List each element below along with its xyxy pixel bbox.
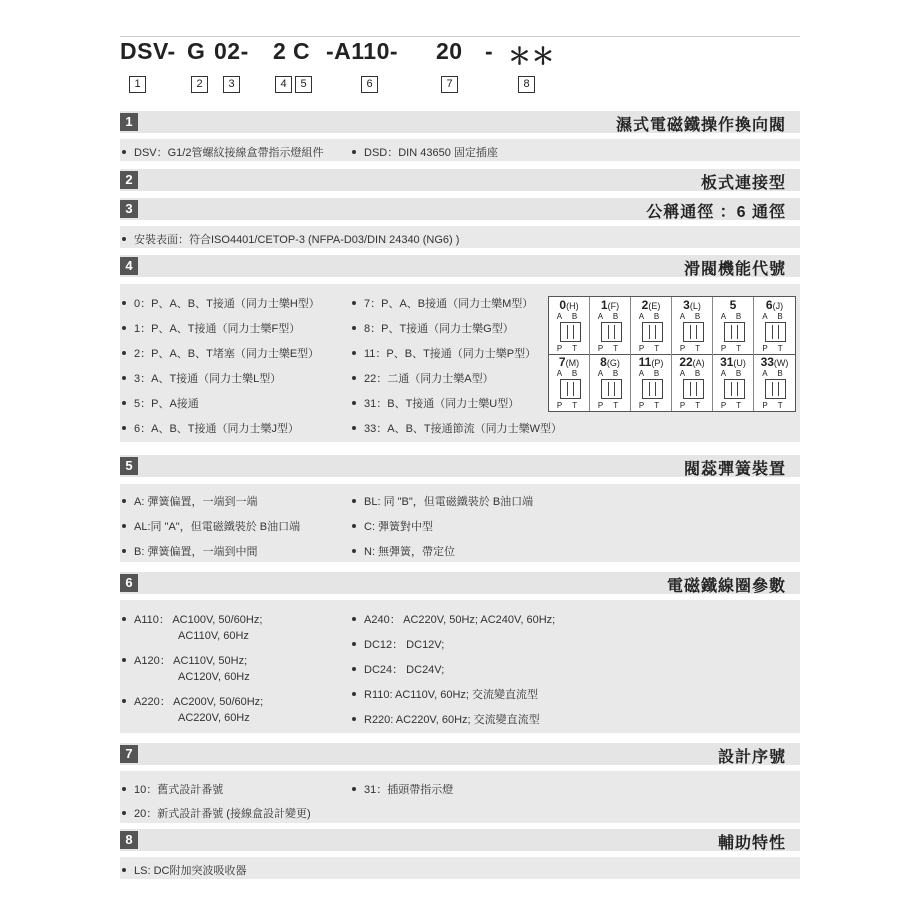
list-item: 8：P、T接通（同力士樂G型） bbox=[352, 320, 514, 336]
section-title: 濕式電磁鐵操作換向閥 bbox=[615, 117, 786, 134]
list-item: DSD：DIN 43650 固定插座 bbox=[352, 144, 498, 160]
list-item: A240： AC220V, 50Hz; AC240V, 60Hz; bbox=[352, 611, 555, 627]
section-title: 設計序號 bbox=[717, 749, 786, 766]
section-title: 滑閥機能代號 bbox=[683, 261, 786, 278]
valve-symbol-icon bbox=[601, 322, 622, 342]
section-number: 4 bbox=[120, 257, 138, 275]
code-20: 20 bbox=[436, 38, 463, 64]
list-item: A110： AC100V, 50/60Hz; AC110V, 60Hz bbox=[122, 611, 262, 642]
section-number: 3 bbox=[120, 200, 138, 218]
list-item: AL:同 "A"，但電磁鐵裝於 B油口端 bbox=[122, 518, 300, 534]
code-box-6: 6 bbox=[361, 76, 378, 93]
list-item: 安裝表面：符合ISO4401/CETOP-3 (NFPA-D03/DIN 24340 (NG6) ) bbox=[122, 231, 459, 247]
code-box-5: 5 bbox=[295, 76, 312, 93]
list-item: DC24： DC24V; bbox=[352, 661, 444, 677]
valve-symbol-icon bbox=[683, 379, 704, 399]
section-6-header bbox=[120, 572, 800, 594]
list-item: LS: DC附加突波吸收器 bbox=[122, 862, 246, 878]
list-item: BL: 同 "B"，但電磁鐵裝於 B油口端 bbox=[352, 493, 533, 509]
list-item: 20：新式設計番號 (接線盒設計變更) bbox=[122, 805, 311, 821]
section-3-header bbox=[120, 198, 800, 220]
list-item: R110: AC110V, 60Hz; 交流變直流型 bbox=[352, 686, 538, 702]
code-a110: -A110- bbox=[326, 38, 399, 64]
list-item: 3：A、T接通（同力士樂L型） bbox=[122, 370, 281, 386]
list-item: 11：P、B、T接通（同力士樂P型） bbox=[352, 345, 536, 361]
list-item: A: 彈簧偏置，一端到一端 bbox=[122, 493, 257, 509]
valve-symbol-icon bbox=[560, 322, 581, 342]
spool-symbol-cell: 22(A) A B P T bbox=[672, 354, 713, 411]
list-item: 2：P、A、B、T堵塞（同力士樂E型） bbox=[122, 345, 319, 361]
spool-symbol-cell: 33(W) A B P T bbox=[760, 355, 789, 410]
list-item: 31：插頭帶指示燈 bbox=[352, 781, 453, 797]
code-2: 2 bbox=[273, 38, 287, 64]
valve-symbol-icon bbox=[683, 322, 704, 342]
code-box-8: 8 bbox=[518, 76, 535, 93]
valve-symbol-icon bbox=[724, 379, 745, 399]
spool-symbol-cell: 2(E) A B P T bbox=[631, 297, 672, 354]
section-7-body bbox=[120, 771, 800, 823]
section-6-body bbox=[120, 600, 800, 733]
section-title: 輔助特性 bbox=[717, 835, 786, 852]
section-number: 5 bbox=[120, 457, 138, 475]
section-title: 公稱通徑 ：6 通徑 bbox=[646, 204, 786, 221]
section-5-header bbox=[120, 455, 800, 477]
spool-symbol-cell: 8(G) A B P T bbox=[590, 354, 631, 411]
section-2-header bbox=[120, 169, 800, 191]
section-title: 閥蕊彈簧裝置 bbox=[683, 461, 786, 478]
code-02: 02- bbox=[214, 38, 249, 64]
valve-symbol-icon bbox=[642, 379, 663, 399]
section-1-body bbox=[120, 139, 800, 161]
code-box-3: 3 bbox=[223, 76, 240, 93]
section-1-header bbox=[120, 111, 800, 133]
list-item: 10：舊式設計番號 bbox=[122, 781, 223, 797]
code-stars: ＊＊ bbox=[508, 43, 555, 69]
section-number: 7 bbox=[120, 745, 138, 763]
code-g: G bbox=[187, 38, 206, 64]
list-item: C: 彈簧對中型 bbox=[352, 518, 433, 534]
section-title: 板式連接型 bbox=[700, 175, 786, 192]
code-dsv: DSV- bbox=[120, 38, 176, 64]
code-c: C bbox=[293, 38, 311, 64]
valve-symbol-icon bbox=[642, 322, 663, 342]
spool-symbol-cell: 0(H) A B P T bbox=[549, 297, 590, 354]
spool-symbol-cell: 7(M) A B P T bbox=[549, 354, 590, 411]
list-item: 7：P、A、B接通（同力士樂M型） bbox=[352, 295, 533, 311]
list-item: 31：B、T接通（同力士樂U型） bbox=[352, 395, 519, 411]
list-item: B: 彈簧偏置，一端到中間 bbox=[122, 543, 257, 559]
spool-symbol-grid bbox=[548, 296, 796, 412]
valve-symbol-icon bbox=[724, 322, 745, 342]
valve-symbol-icon bbox=[601, 379, 622, 399]
section-4-header bbox=[120, 255, 800, 277]
code-box-2: 2 bbox=[191, 76, 208, 93]
code-box-4: 4 bbox=[275, 76, 292, 93]
code-box-7: 7 bbox=[441, 76, 458, 93]
list-item: 1：P、A、T接通（同力士樂F型） bbox=[122, 320, 300, 336]
list-item: 5：P、A接通 bbox=[122, 395, 199, 411]
list-item: R220: AC220V, 60Hz; 交流變直流型 bbox=[352, 711, 540, 727]
spool-symbol-cell: 6(J) A B P T bbox=[762, 298, 787, 353]
section-number: 8 bbox=[120, 831, 138, 849]
code-box-1: 1 bbox=[129, 76, 146, 93]
spool-symbol-cell: 3(L) A B P T bbox=[672, 297, 713, 354]
list-item: DSV：G1/2管螺紋接線盒帶指示燈組件 bbox=[122, 144, 323, 160]
list-item: 33：A、B、T接通節流（同力士樂W型） bbox=[352, 420, 562, 436]
list-item: A120： AC110V, 50Hz; AC120V, 60Hz bbox=[122, 652, 250, 683]
spool-symbol-cell: 5 A B P T bbox=[713, 297, 754, 354]
section-8-header bbox=[120, 829, 800, 851]
section-number: 6 bbox=[120, 574, 138, 592]
spool-symbol-cell: 11(P) A B P T bbox=[631, 354, 672, 411]
spool-symbol-cell: 31(U) A B P T bbox=[713, 354, 754, 411]
section-5-body bbox=[120, 484, 800, 562]
section-3-body bbox=[120, 226, 800, 248]
section-7-header bbox=[120, 743, 800, 765]
list-item: 0：P、A、B、T接通（同力士樂H型） bbox=[122, 295, 320, 311]
list-item: N: 無彈簧，帶定位 bbox=[352, 543, 455, 559]
top-rule bbox=[120, 36, 800, 37]
list-item: 6：A、B、T接通（同力士樂J型） bbox=[122, 420, 299, 436]
valve-symbol-icon bbox=[560, 379, 581, 399]
section-title: 電磁鐵線圈參數 bbox=[666, 578, 786, 595]
list-item: A220： AC200V, 50/60Hz; AC220V, 60Hz bbox=[122, 693, 263, 724]
section-8-body bbox=[120, 857, 800, 879]
valve-symbol-icon bbox=[765, 379, 786, 399]
spool-symbol-cell: 1(F) A B P T bbox=[590, 297, 631, 354]
list-item: 22：二通（同力士樂A型） bbox=[352, 370, 494, 386]
valve-symbol-icon bbox=[765, 322, 786, 342]
section-number: 2 bbox=[120, 171, 138, 189]
list-item: DC12： DC12V; bbox=[352, 636, 444, 652]
section-number: 1 bbox=[120, 113, 138, 131]
code-dash: - bbox=[485, 38, 494, 64]
